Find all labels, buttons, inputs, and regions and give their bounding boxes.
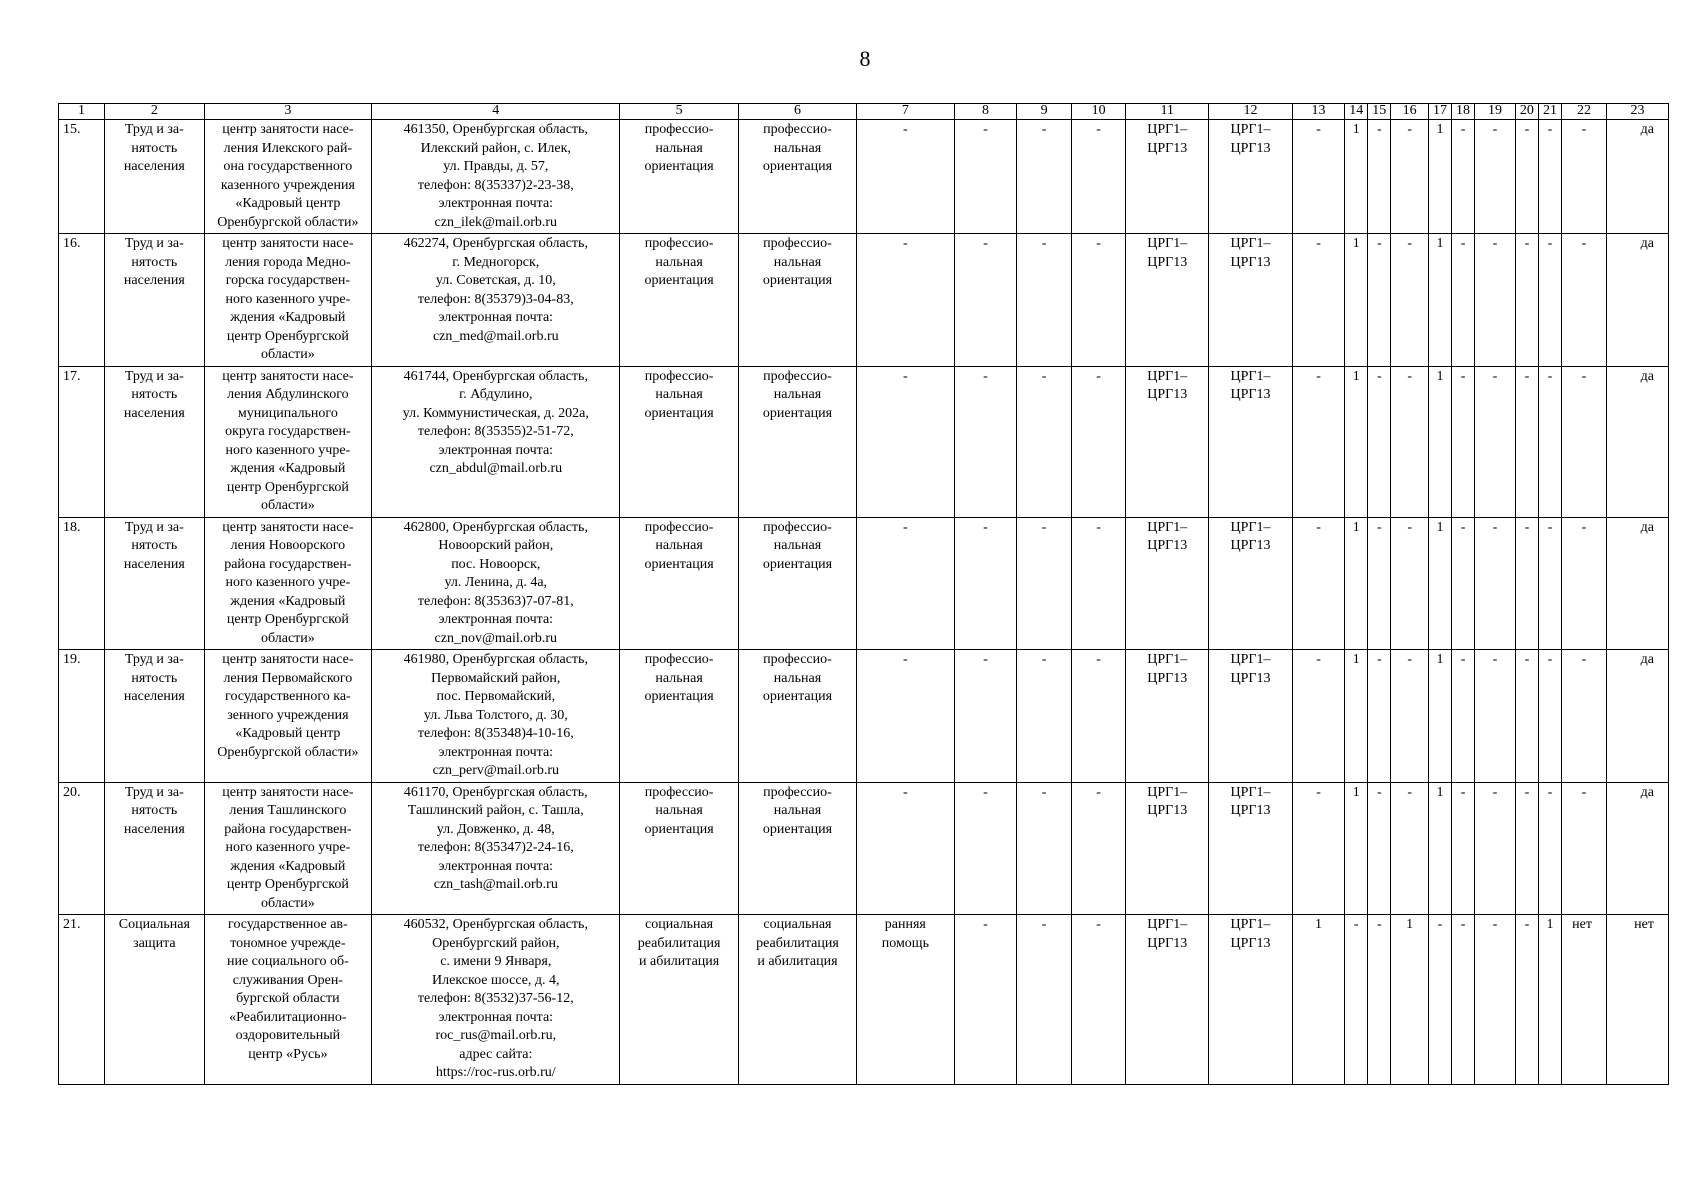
table-cell: центр занятости насе- ления города Медно- горска государствен- ного казенного учре- ждения «Кадровый центр Оренбургской области» [204,234,372,367]
column-number-row [59,104,1669,120]
table-cell: - [1452,650,1475,783]
table-cell: - [1017,120,1071,234]
table-cell: - [1368,782,1391,915]
table-cell: - [1292,234,1344,367]
table-cell: - [1538,517,1561,650]
table-cell: - [1017,782,1071,915]
table-cell: 1 [1391,915,1429,1085]
table-cell: ЦРГ1– ЦРГ13 [1209,234,1293,367]
table-cell: 1 [1429,517,1452,650]
table-cell: ЦРГ1– ЦРГ13 [1209,650,1293,783]
table-cell: 18. [59,517,105,650]
table-cell: - [1452,366,1475,517]
table-cell: социальная реабилитация и абилитация [620,915,738,1085]
table-cell: 1 [1429,782,1452,915]
table-cell: профессио- нальная ориентация [738,120,856,234]
table-cell: 461980, Оренбургская область, Первомайский район, пос. Первомайский, ул. Льва Толстого, д. 30, телефон: 8(35348)4-10-16, электронная почта: czn_perv@mail.orb.ru [372,650,620,783]
table-cell: профессио- нальная ориентация [620,120,738,234]
table-cell: - [1475,120,1516,234]
table-cell: - [1515,234,1538,367]
table-cell: 460532, Оренбургская область, Оренбургский район, с. имени 9 Января, Илекское шоссе, д. 4, телефон: 8(3532)37-56-12, электронная почта: roc_rus@mail.orb.ru, адрес сайта: https://roc-rus.orb.ru/ [372,915,620,1085]
table-cell: профессио- нальная ориентация [738,782,856,915]
table-cell: - [1368,120,1391,234]
table-cell: - [857,234,954,367]
table-cell: - [857,782,954,915]
table-cell: ЦРГ1– ЦРГ13 [1126,366,1209,517]
table-cell: - [1368,517,1391,650]
table-cell: да [1607,782,1669,915]
table-cell: 16. [59,234,105,367]
table-cell: - [1538,234,1561,367]
column-number-cell: 16 [1391,104,1429,120]
table-cell: профессио- нальная ориентация [620,650,738,783]
table-cell: - [1561,366,1606,517]
table-cell: Труд и за- нятость населения [105,517,205,650]
table-cell: - [1345,915,1368,1085]
table-cell: 462274, Оренбургская область, г. Медногорск, ул. Советская, д. 10, телефон: 8(35379)3-04-83, электронная почта: czn_med@mail.orb.ru [372,234,620,367]
table-row [59,120,1669,234]
table-cell: 1 [1429,120,1452,234]
table-cell: - [1475,782,1516,915]
table-cell: профессио- нальная ориентация [620,234,738,367]
column-number-cell: 14 [1345,104,1368,120]
table-cell: центр занятости насе- ления Новоорского района государствен- ного казенного учре- ждения «Кадровый центр Оренбургской области» [204,517,372,650]
table-cell: - [1561,120,1606,234]
table-cell: ЦРГ1– ЦРГ13 [1126,120,1209,234]
table-cell: - [954,782,1017,915]
table-cell: - [1561,782,1606,915]
table-cell: 1 [1429,366,1452,517]
table-cell: - [954,366,1017,517]
column-number-cell: 10 [1071,104,1125,120]
table-cell: - [1391,517,1429,650]
table-cell: ЦРГ1– ЦРГ13 [1126,782,1209,915]
table-cell: ЦРГ1– ЦРГ13 [1126,915,1209,1085]
column-number-cell: 4 [372,104,620,120]
table-cell: - [1292,120,1344,234]
table-cell: профессио- нальная ориентация [738,234,856,367]
table-cell: - [954,517,1017,650]
table-cell: ЦРГ1– ЦРГ13 [1126,234,1209,367]
column-number-cell: 12 [1209,104,1293,120]
table-cell: - [1561,234,1606,367]
table-cell: - [1071,517,1125,650]
table-cell: профессио- нальная ориентация [738,366,856,517]
column-number-cell: 20 [1515,104,1538,120]
table-cell: Труд и за- нятость населения [105,366,205,517]
table-cell: - [1391,782,1429,915]
table-cell: - [1391,366,1429,517]
table-cell: - [1429,915,1452,1085]
table-cell: ЦРГ1– ЦРГ13 [1209,915,1293,1085]
column-number-cell: 3 [204,104,372,120]
table-cell: - [857,517,954,650]
table-cell: 15. [59,120,105,234]
table-cell: 462800, Оренбургская область, Новоорский район, пос. Новоорск, ул. Ленина, д. 4а, телефон: 8(35363)7-07-81, электронная почта: czn_nov@mail.orb.ru [372,517,620,650]
table-cell: - [1515,517,1538,650]
table-cell: - [1071,915,1125,1085]
column-number-cell: 23 [1607,104,1669,120]
table-cell: 1 [1345,517,1368,650]
table-cell: ЦРГ1– ЦРГ13 [1126,650,1209,783]
table-cell: Труд и за- нятость населения [105,782,205,915]
table-cell: 17. [59,366,105,517]
table-cell: центр занятости насе- ления Абдулинского муниципального округа государствен- ного казенного учре- ждения «Кадровый центр Оренбургской области» [204,366,372,517]
table-cell: - [1475,234,1516,367]
table-cell: 19. [59,650,105,783]
table-cell: 1 [1345,366,1368,517]
table-cell: - [1515,782,1538,915]
table-cell: - [1017,915,1071,1085]
table-cell: 1 [1345,234,1368,367]
table-cell: - [1515,120,1538,234]
table-cell: - [1475,915,1516,1085]
table-cell: - [1017,234,1071,367]
registry-table [58,103,1669,1085]
column-number-cell: 7 [857,104,954,120]
table-cell: 461170, Оренбургская область, Ташлинский район, с. Ташла, ул. Довженко, д. 48, телефон: 8(35347)2-24-16, электронная почта: czn_tash@mail.orb.ru [372,782,620,915]
table-cell: Социальная защита [105,915,205,1085]
column-number-cell: 15 [1368,104,1391,120]
table-cell: - [1561,517,1606,650]
table-cell: государственное ав- тономное учрежде- ние социального об- служивания Орен- бургской области «Реабилитационно- оздоровительный центр «Русь» [204,915,372,1085]
table-cell: - [1071,782,1125,915]
column-number-cell: 11 [1126,104,1209,120]
table-cell: - [1292,517,1344,650]
table-cell: - [1071,120,1125,234]
table-cell: 1 [1345,650,1368,783]
table-cell: - [857,650,954,783]
table-cell: - [1475,517,1516,650]
table-cell: - [1391,650,1429,783]
table-cell: - [1071,234,1125,367]
table-cell: - [1538,120,1561,234]
table-cell: ЦРГ1– ЦРГ13 [1126,517,1209,650]
table-cell: профессио- нальная ориентация [738,650,856,783]
table-cell: социальная реабилитация и абилитация [738,915,856,1085]
column-number-cell: 17 [1429,104,1452,120]
table-cell: да [1607,517,1669,650]
table-cell: - [1017,517,1071,650]
table-cell: - [954,915,1017,1085]
table-cell: - [1515,366,1538,517]
table-cell: - [954,120,1017,234]
table-cell: нет [1607,915,1669,1085]
page-number: 8 [859,46,871,71]
table-cell: - [1292,782,1344,915]
table-cell: - [857,120,954,234]
table-cell: 1 [1345,120,1368,234]
table-cell: - [1071,650,1125,783]
table-cell: профессио- нальная ориентация [620,517,738,650]
column-number-cell: 9 [1017,104,1071,120]
table-cell: профессио- нальная ориентация [620,782,738,915]
table-cell: - [1368,366,1391,517]
table-cell: - [1452,120,1475,234]
table-cell: - [1071,366,1125,517]
table-cell: нет [1561,915,1606,1085]
column-number-cell: 21 [1538,104,1561,120]
table-cell: профессио- нальная ориентация [620,366,738,517]
table-cell: - [1368,650,1391,783]
table-cell: Труд и за- нятость населения [105,234,205,367]
table-row [59,650,1669,783]
table-cell: - [1391,120,1429,234]
table-cell: ЦРГ1– ЦРГ13 [1209,517,1293,650]
table-cell: - [1017,650,1071,783]
table-cell: - [1452,915,1475,1085]
table-row [59,234,1669,367]
table-cell: - [1538,782,1561,915]
table-cell: - [1391,234,1429,367]
table-cell: 1 [1429,650,1452,783]
table-cell: - [1475,650,1516,783]
table-cell: - [1017,366,1071,517]
table-cell: - [1538,650,1561,783]
table-cell: - [1368,234,1391,367]
table-cell: ранняя помощь [857,915,954,1085]
column-number-cell: 19 [1475,104,1516,120]
table-cell: - [1292,366,1344,517]
table-cell: - [1452,517,1475,650]
table-cell: да [1607,650,1669,783]
table-cell: - [1292,650,1344,783]
table-cell: Труд и за- нятость населения [105,120,205,234]
column-number-cell: 2 [105,104,205,120]
table-cell: - [857,366,954,517]
table-cell: Труд и за- нятость населения [105,650,205,783]
table-cell: центр занятости насе- ления Первомайского государственного ка- зенного учреждения «Кадровый центр Оренбургской области» [204,650,372,783]
table-cell: - [1515,915,1538,1085]
table-cell: центр занятости насе- ления Илекского рай- она государственного казенного учреждения «Кадровый центр Оренбургской области» [204,120,372,234]
table-cell: 461350, Оренбургская область, Илекский район, с. Илек, ул. Правды, д. 57, телефон: 8(35337)2-23-38, электронная почта: czn_ilek@mail.orb.ru [372,120,620,234]
table-cell: - [1452,782,1475,915]
table-cell: 1 [1345,782,1368,915]
column-number-cell: 8 [954,104,1017,120]
table-cell: 1 [1292,915,1344,1085]
column-number-cell: 18 [1452,104,1475,120]
table-cell: - [1475,366,1516,517]
column-number-cell: 22 [1561,104,1606,120]
table-cell: профессио- нальная ориентация [738,517,856,650]
table-cell: - [954,234,1017,367]
table-row [59,366,1669,517]
table-cell: - [1368,915,1391,1085]
table-cell: да [1607,366,1669,517]
table-cell: 461744, Оренбургская область, г. Абдулино, ул. Коммунистическая, д. 202а, телефон: 8(35355)2-51-72, электронная почта: czn_abdul@mail.orb.ru [372,366,620,517]
column-number-cell: 1 [59,104,105,120]
table-cell: 1 [1538,915,1561,1085]
column-number-cell: 5 [620,104,738,120]
table-cell: 20. [59,782,105,915]
table-cell: - [1561,650,1606,783]
table-cell: 1 [1429,234,1452,367]
table-row [59,517,1669,650]
table-cell: центр занятости насе- ления Ташлинского района государствен- ного казенного учре- ждения «Кадровый центр Оренбургской области» [204,782,372,915]
table-cell: да [1607,234,1669,367]
table-cell: 21. [59,915,105,1085]
table-cell: ЦРГ1– ЦРГ13 [1209,782,1293,915]
column-number-cell: 13 [1292,104,1344,120]
table-row [59,782,1669,915]
table-row [59,915,1669,1085]
table-cell: да [1607,120,1669,234]
table-cell: - [1538,366,1561,517]
table-cell: - [954,650,1017,783]
table-cell: - [1452,234,1475,367]
table-cell: ЦРГ1– ЦРГ13 [1209,120,1293,234]
table-cell: ЦРГ1– ЦРГ13 [1209,366,1293,517]
table-cell: - [1515,650,1538,783]
column-number-cell: 6 [738,104,856,120]
